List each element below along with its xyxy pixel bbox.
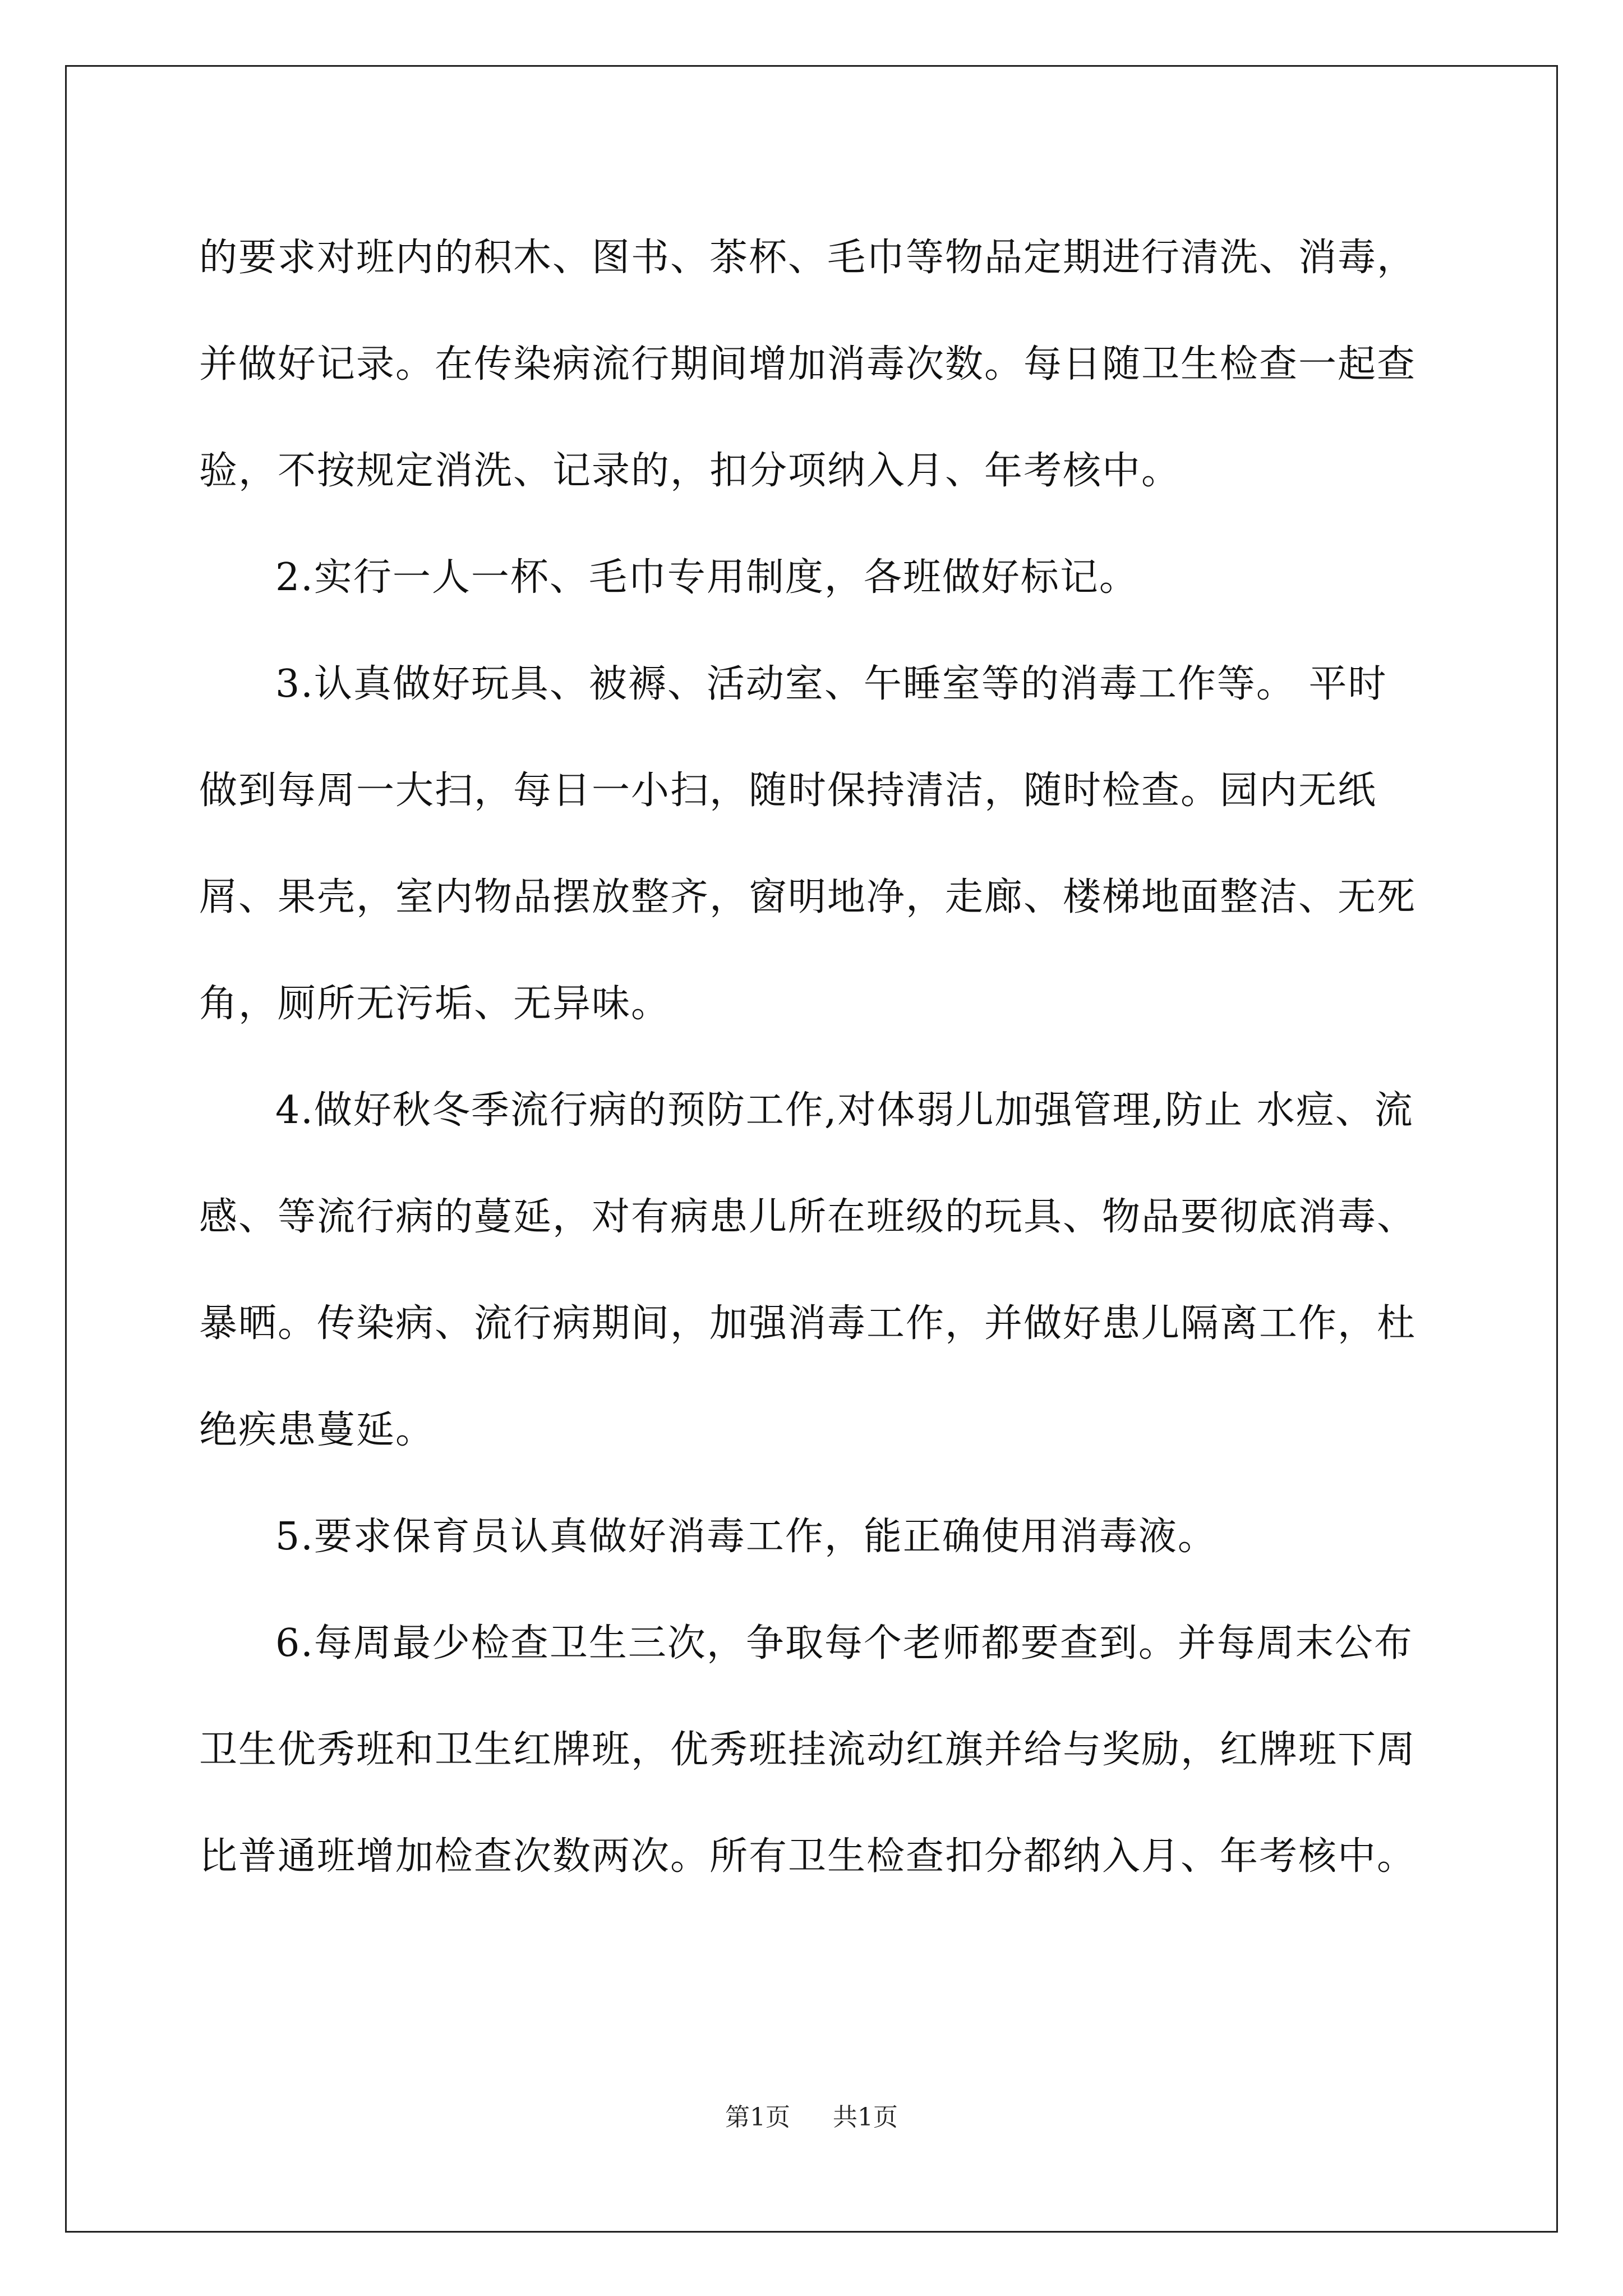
- paragraph-item-5: 5.要求保育员认真做好消毒工作，能正确使用消毒液。: [275, 1515, 1217, 1559]
- paragraph-continuation: 的要求对班内的积木、图书、茶杯、毛巾等物品定期进行清洗、消毒，并做好记录。在传染病流行期间增加消毒次数。每日随卫生检查一起查验，不按规定消洗、记录的，扣分项纳入月、年考核中。: [199, 236, 1417, 493]
- paragraph-item-2: 2.实行一人一杯、毛巾专用制度，各班做好标记。: [275, 555, 1138, 600]
- paragraph-item-6: 6.每周最少检查卫生三次，争取每个老师都要查到。并每周末公布卫生优秀班和卫生红牌班，优秀班挂流动红旗并给与奖励，红牌班下周比普通班增加检查次数两次。所有卫生检查扣分都纳入月、年考核中。: [199, 1621, 1417, 1879]
- document-body: [199, 205, 1422, 1910]
- page-number-current: 第1页: [725, 2103, 790, 2132]
- paragraph-item-3: 3.认真做好玩具、被褥、活动室、午睡室等的消毒工作等。 平时做到每周一大扫，每日一小扫，随时保持清洁，随时检查。园内无纸屑、果壳，室内物品摆放整齐，窗明地净，走廊、楼梯地面整洁、无死角，厕所无污垢、无异味。: [199, 662, 1417, 1026]
- page-number-total: 共1页: [833, 2103, 898, 2132]
- page-footer: [0, 2101, 1623, 2134]
- paragraph-item-4: 4.做好秋冬季流行病的预防工作,对体弱儿加强管理,防止 水痘、流感、等流行病的蔓延，对有病患儿所在班级的玩具、物品要彻底消毒、暴晒。传染病、流行病期间，加强消毒工作，并做好患儿隔离工作，杜绝疾患蔓延。: [199, 1088, 1417, 1452]
